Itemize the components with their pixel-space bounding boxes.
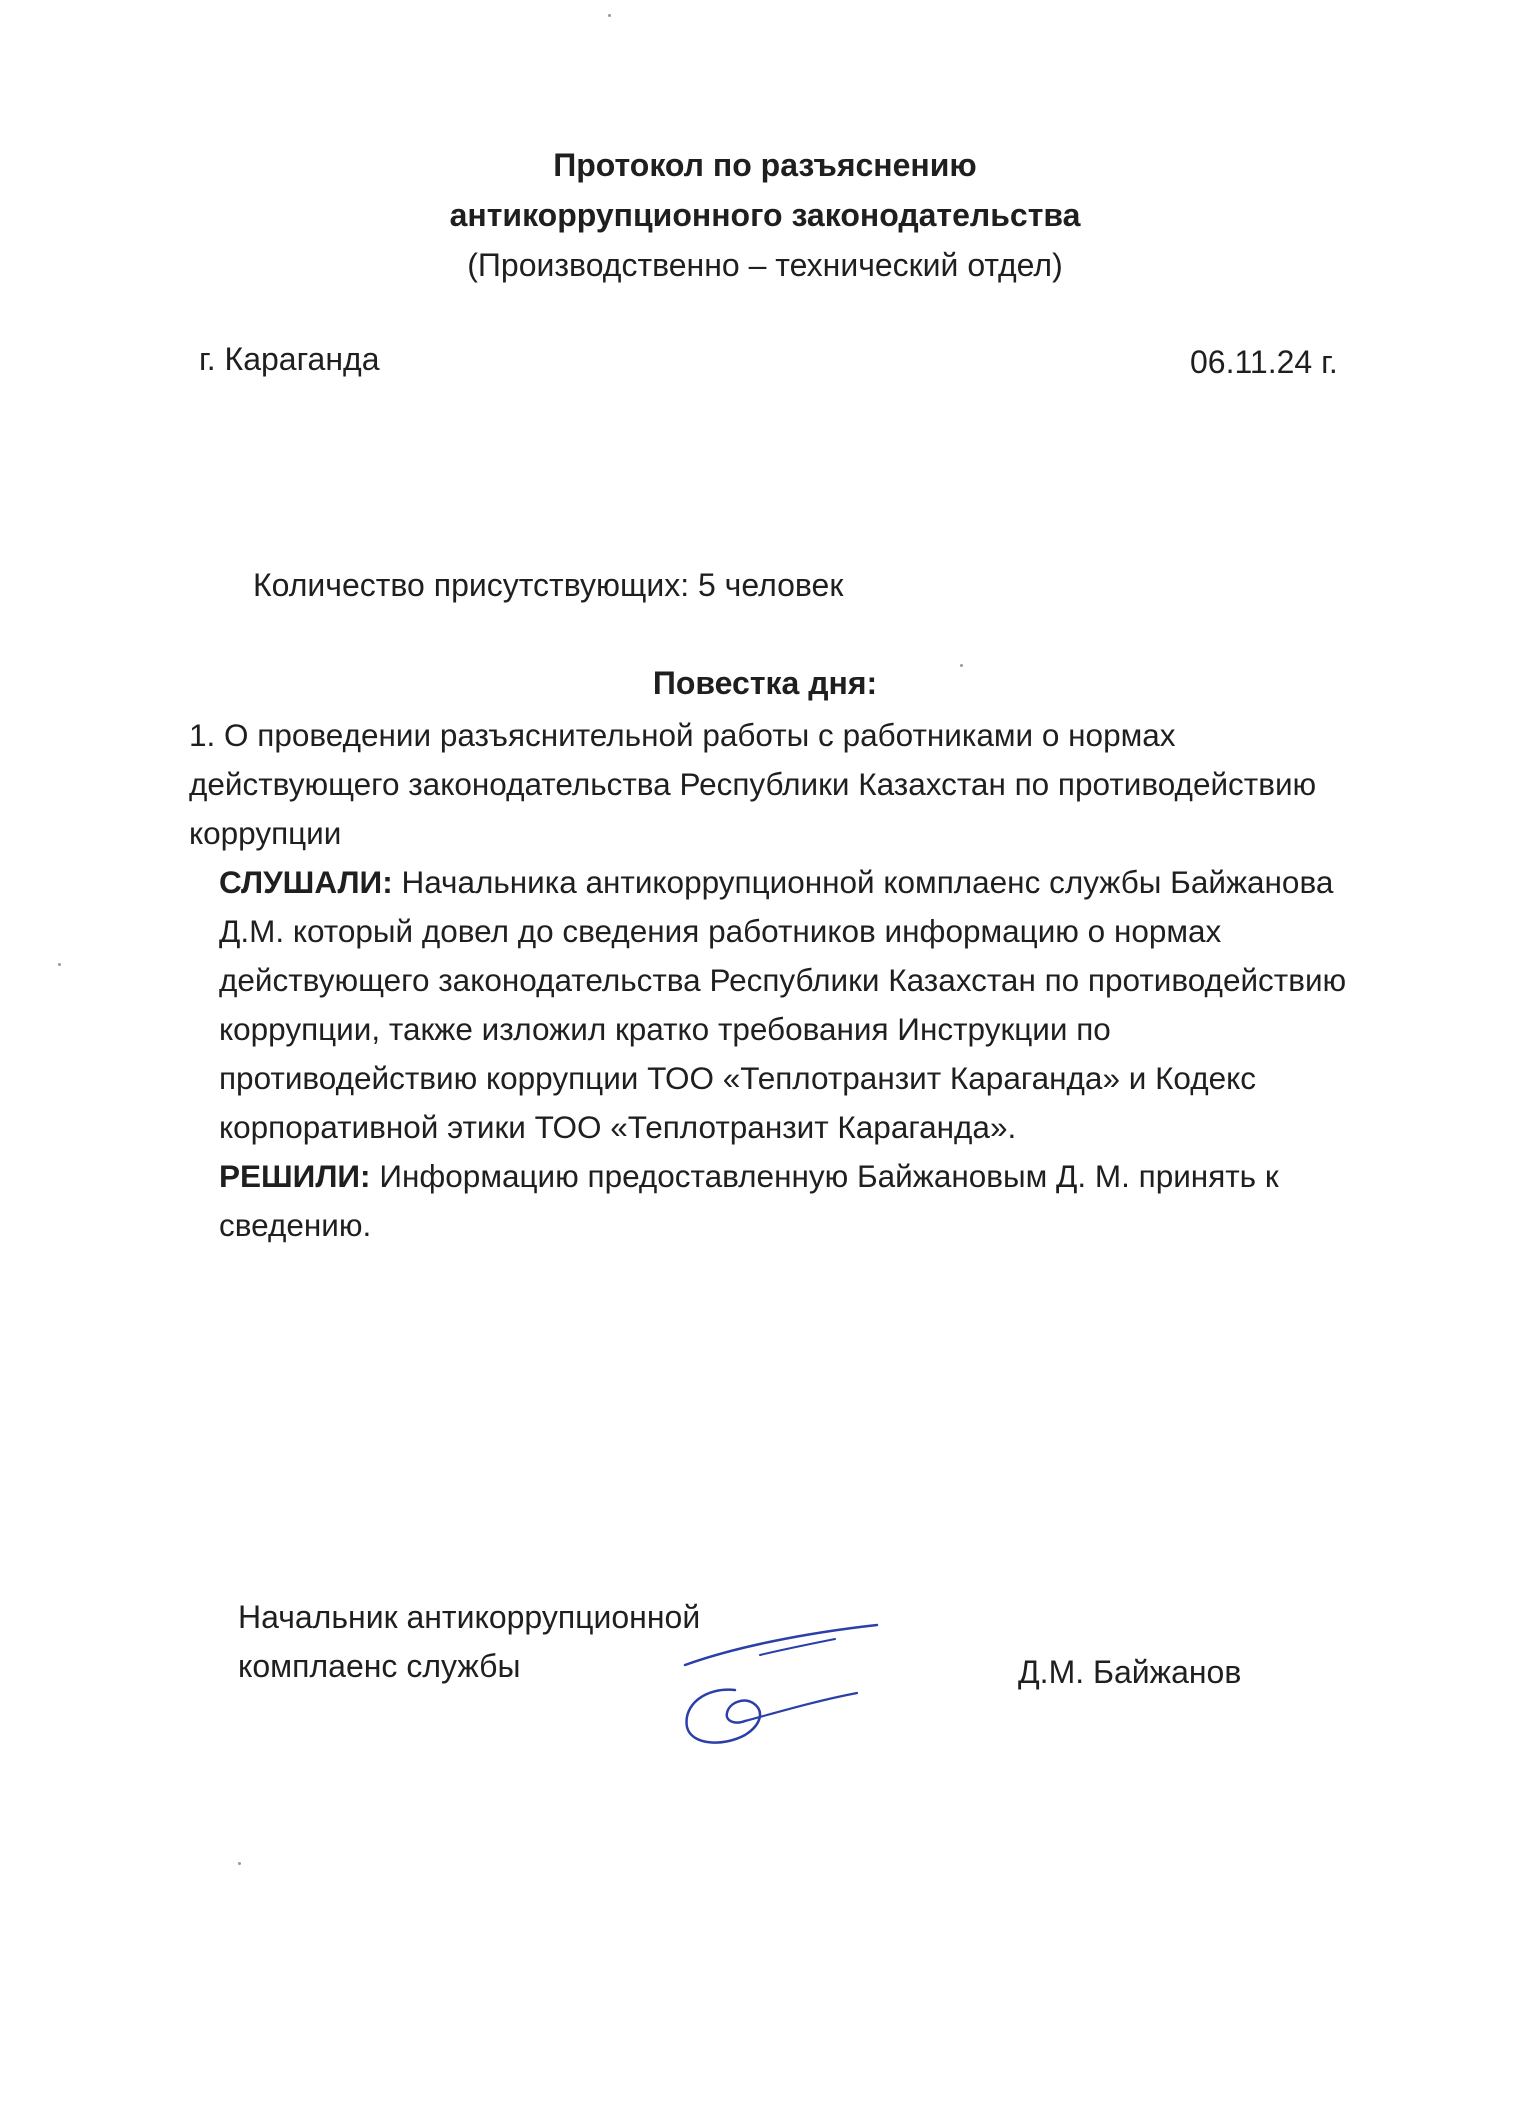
title-line-1: Протокол по разъяснению [553,147,977,183]
agenda-item: 1. О проведении разъяснительной работы с работниками о нормах действующего законодательства Республики Казахстан по противодействию коррупции [189,717,1317,851]
signer-title [238,1593,700,1691]
title-line-2: антикоррупционного законодательства [449,197,1081,233]
scan-speck [608,14,611,17]
signer-title-line-2: комплаенс службы [238,1648,521,1684]
decided-section [189,1152,1369,1250]
heard-text: Начальника антикоррупционной комплаенс службы Байжанова Д.М. который довел до сведения работников информацию о нормах действующего законодательства Республики Казахстан по противодействию коррупции, также изложил кратко требования Инструкции по противодействию коррупции ТОО «Теплотранзит Караганда» и Кодекс корпоративной этики ТОО «Теплотранзит Караганда». [219,864,1347,1145]
decided-label: РЕШИЛИ: [219,1158,371,1194]
city: г. Караганда [199,341,380,377]
protocol-body [189,711,1369,1250]
signer-name: Д.М. Байжанов [1018,1654,1242,1690]
scan-speck [238,1862,241,1865]
heard-label: СЛУШАЛИ: [219,864,393,900]
agenda-heading: Повестка дня: [652,665,878,701]
signer-title-line-1: Начальник антикоррупционной [238,1599,701,1635]
heard-section [189,858,1369,1152]
title-line-3: (Производственно – технический отдел) [467,247,1063,283]
decided-text: Информацию предоставленную Байжановым Д. М. принять к сведению. [219,1158,1279,1243]
scan-speck [960,664,963,667]
document-date: 06.11.24 г. [1190,344,1338,380]
attendance-count: Количество присутствующих: 5 человек [253,567,844,603]
scan-speck [58,963,61,966]
handwritten-signature [665,1595,905,1755]
document-title [0,140,1530,290]
